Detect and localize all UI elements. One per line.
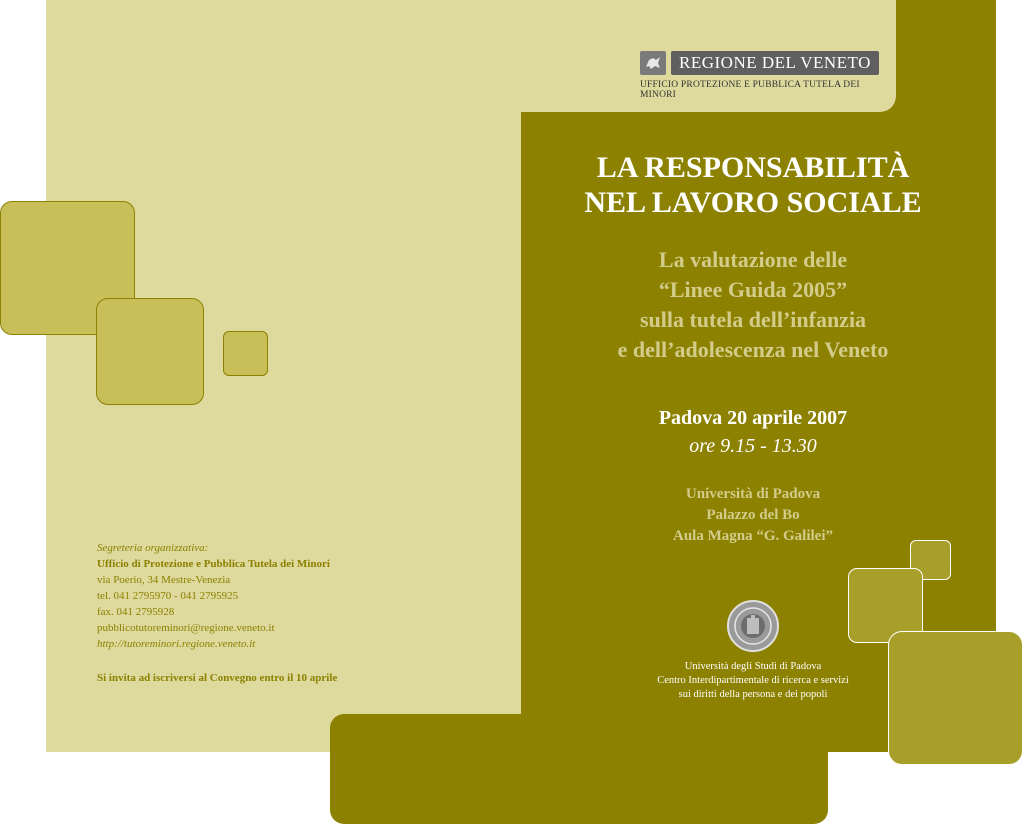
title-line: LA RESPONSABILITÀ [596,151,910,184]
event-venue [540,484,966,547]
contact-office: Ufficio di Protezione e Pubblica Tutela dei Minori [97,558,330,570]
contact-tel: tel. 041 2795970 - 041 2795925 [97,590,239,602]
contact-fax: fax. 041 2795928 [97,606,175,618]
subtitle-line: sulla tutela dell’infanzia [639,307,867,332]
event-date: Padova 20 aprile 2007 [658,407,848,429]
region-logo-text: REGIONE DEL VENETO [671,51,879,75]
subtitle-line: La valutazione delle [658,247,848,272]
university-seal-icon [727,600,779,652]
decor-square-small [223,331,268,376]
contact-website-link[interactable]: http://tutoreminori.regione.veneto.it [97,638,256,650]
venue-line: Aula Magna “G. Galilei” [672,528,833,544]
contact-email[interactable]: pubblicotutoreminori@regione.veneto.it [97,622,275,634]
contact-heading: Segreteria organizzativa: [97,542,209,554]
bottom-band [330,714,828,824]
title-line: NEL LAVORO SOCIALE [584,186,922,219]
venue-line: Università di Padova [685,486,821,502]
subtitle-line: “Linee Guida 2005” [658,277,848,302]
decor-square-medium [96,298,204,405]
university-line: Università degli Studi di Padova [684,661,822,672]
event-title [540,150,966,220]
contact-address: via Poerio, 34 Mestre-Venezia [97,574,231,586]
event-time: ore 9.15 - 13.30 [689,435,817,457]
venue-line: Palazzo del Bo [706,507,800,523]
registration-invite: Si invita ad iscriversi al Convegno entro il 10 aprile [97,672,338,684]
event-subtitle [540,245,966,365]
office-subtitle: UFFICIO PROTEZIONE E PUBBLICA TUTELA DEI MINORI [640,80,860,100]
region-logo [640,50,879,76]
lion-icon [640,51,666,75]
decor-square-right-large [888,631,1023,765]
subtitle-line: e dell’adolescenza nel Veneto [617,337,889,362]
university-line: Centro Interdipartimentale di ricerca e servizi [657,675,849,686]
contact-block [97,540,397,652]
organizer-university [630,660,876,702]
university-line: sui diritti della persona e dei popoli [678,689,828,700]
